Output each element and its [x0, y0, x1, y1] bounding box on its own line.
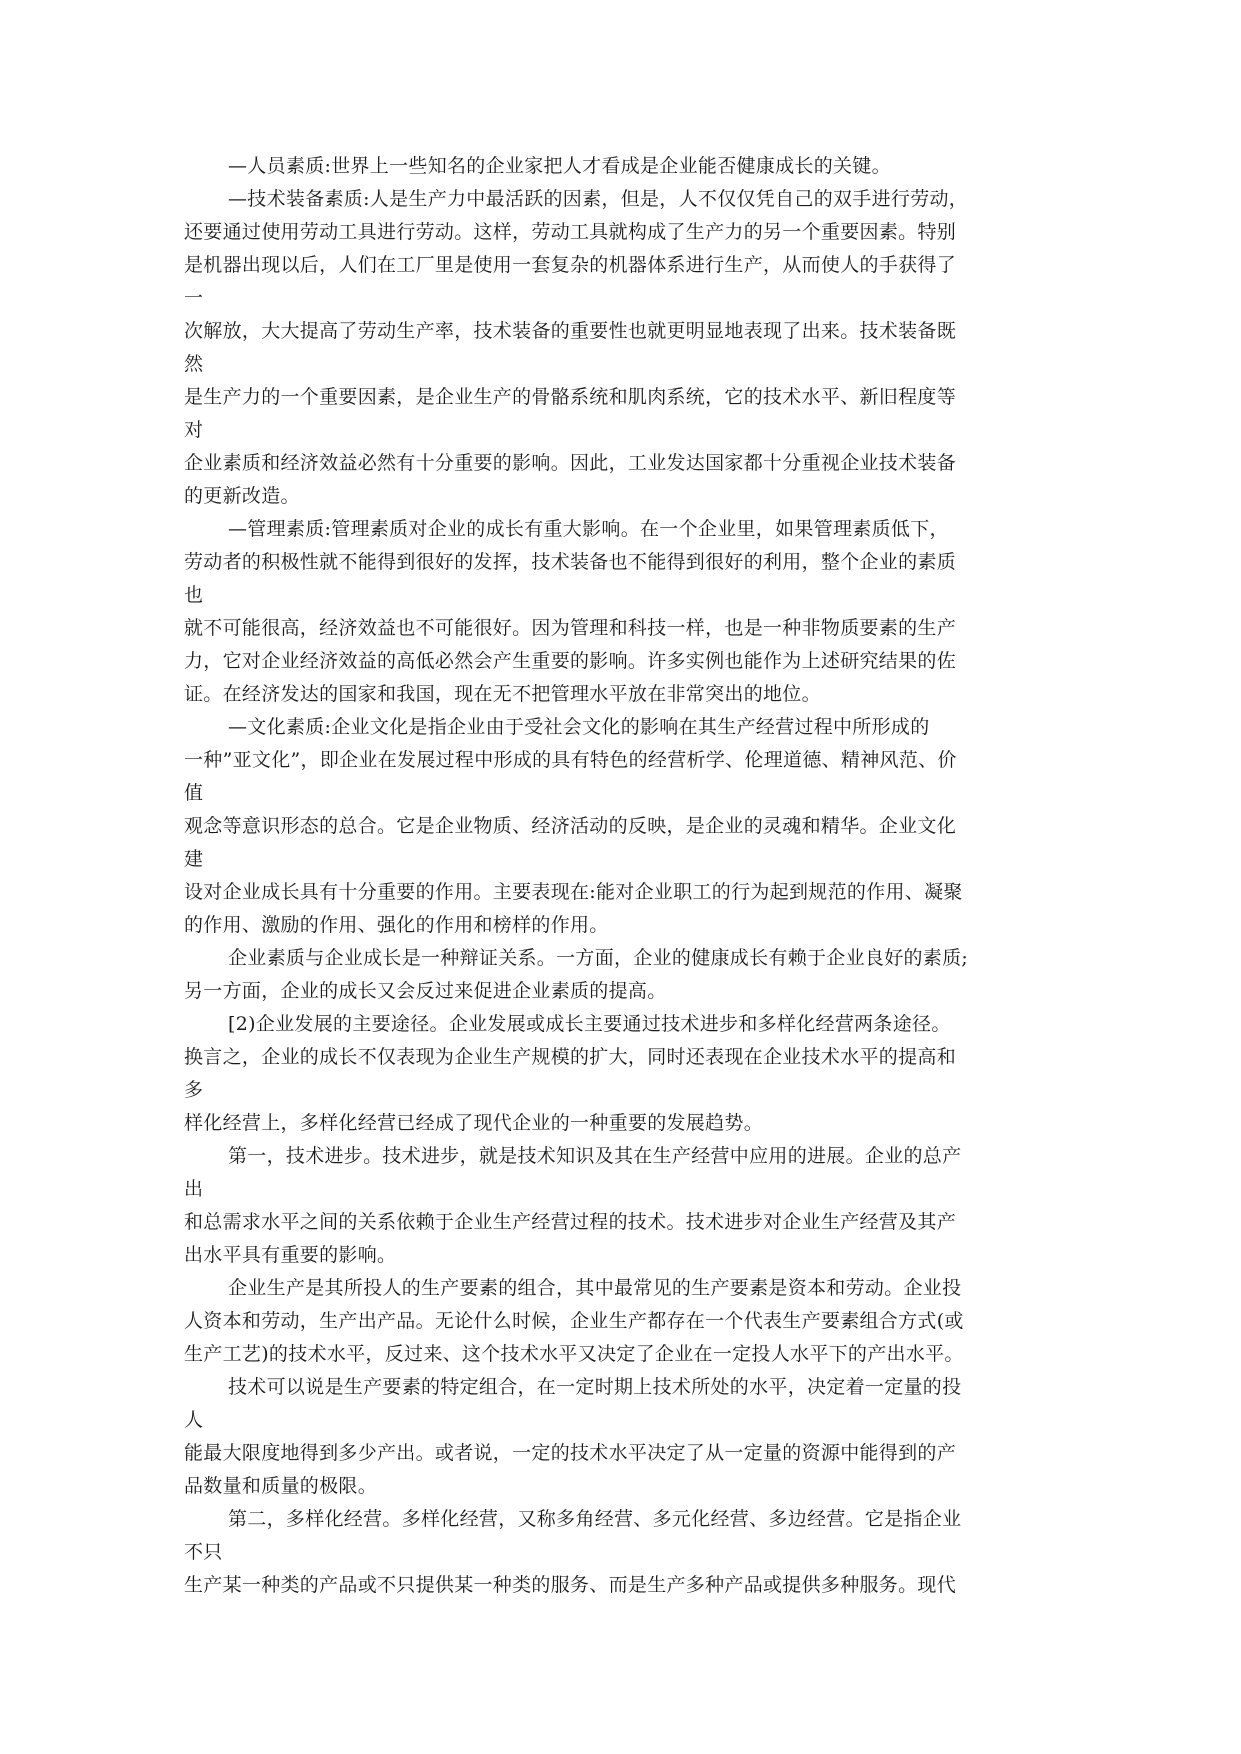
text-line: 的作用、激励的作用、强化的作用和榜样的作用。 [184, 914, 609, 936]
text-line: 品数量和质量的极限。 [184, 1475, 378, 1497]
text-line: 不只 [184, 1541, 223, 1563]
text-line: 人资本和劳动，生产出产品。无论什么时候，企业生产都存在一个代表生产要素组合方式(或 [184, 1310, 964, 1332]
text-line: 企业生产是其所投人的生产要素的组合，其中最常见的生产要素是资本和劳动。企业投 [228, 1277, 962, 1299]
text-line: 对 [184, 419, 204, 441]
text-line: 一种”亚文化”，即企业在发展过程中形成的具有特色的经营析学、伦理道德、精神风范、价 [184, 749, 957, 771]
text-line: 的更新改造。 [184, 485, 300, 507]
text-line: 出 [184, 1178, 204, 1200]
text-line: 能最大限度地得到多少产出。或者说，一定的技术水平决定了从一定量的资源中能得到的产 [184, 1442, 957, 1464]
text-line: 生产某一种类的产品或不只提供某一种类的服务、而是生产多种产品或提供多种服务。现代 [184, 1574, 957, 1596]
text-line: 值 [184, 782, 204, 804]
text-line: 一 [184, 287, 204, 309]
text-line: 另一方面，企业的成长又会反过来促进企业素质的提高。 [184, 980, 667, 1002]
text-line: 换言之，企业的成长不仅表现为企业生产规模的扩大，同时还表现在企业技术水平的提高和 [184, 1046, 957, 1068]
text-line: 次解放，大大提高了劳动生产率，技术装备的重要性也就更明显地表现了出来。技术装备既 [184, 320, 957, 342]
text-line: 人 [184, 1409, 204, 1431]
text-line: 就不可能很高，经济效益也不可能很好。因为管理和科技一样，也是一种非物质要素的生产 [184, 617, 957, 639]
text-line: 劳动者的积极性就不能得到很好的发挥，技术装备也不能得到很好的利用，整个企业的素质 [184, 551, 957, 573]
text-line: 观念等意识形态的总合。它是企业物质、经济活动的反映，是企业的灵魂和精华。企业文化 [184, 815, 957, 837]
text-line: 是生产力的一个重要因素，是企业生产的骨骼系统和肌肉系统，它的技术水平、新旧程度等 [184, 386, 957, 408]
text-line: 力，它对企业经济效益的高低必然会产生重要的影响。许多实例也能作为上述研究结果的佐 [184, 650, 957, 672]
text-line: [2)企业发展的主要途径。企业发展或成长主要通过技术进步和多样化经营两条途径。 [228, 1013, 951, 1035]
text-line: 出水平具有重要的影响。 [184, 1244, 397, 1266]
text-line: 技术可以说是生产要素的特定组合，在一定时期上技术所处的水平，决定着一定量的投 [228, 1376, 962, 1398]
text-line: 第一，技术进步。技术进步，就是技术知识及其在生产经营中应用的进展。企业的总产 [228, 1145, 962, 1167]
text-line: —文化素质:企业文化是指企业由于受社会文化的影响在其生产经营过程中所形成的 [228, 716, 930, 738]
text-line: —技术装备素质:人是生产力中最活跃的因素，但是，人不仅仅凭自己的双手进行劳动， [228, 188, 969, 210]
document-body [184, 150, 1064, 1602]
text-line: 建 [184, 848, 204, 870]
text-line: 证。在经济发达的国家和我国，现在无不把管理水平放在非常突出的地位。 [184, 683, 821, 705]
text-line: 是机器出现以后，人们在工厂里是使用一套复杂的机器体系进行生产，从而使人的手获得了 [184, 254, 957, 276]
text-line: 设对企业成长具有十分重要的作用。主要表现在:能对企业职工的行为起到规范的作用、凝聚 [184, 881, 963, 903]
text-line: 和总需求水平之间的关系依赖于企业生产经营过程的技术。技术进步对企业生产经营及其产 [184, 1211, 957, 1233]
text-line: 样化经营上，多样化经营已经成了现代企业的一种重要的发展趋势。 [184, 1112, 764, 1134]
text-line: 生产工艺)的技术水平，反过来、这个技术水平又决定了企业在一定投人水平下的产出水平。 [184, 1343, 964, 1365]
text-line: 多 [184, 1079, 204, 1101]
text-line: 还要通过使用劳动工具进行劳动。这样，劳动工具就构成了生产力的另一个重要因素。特别 [184, 221, 957, 243]
text-line: 第二，多样化经营。多样化经营，又称多角经营、多元化经营、多边经营。它是指企业 [228, 1508, 962, 1530]
text-line: 也 [184, 584, 204, 606]
text-line: —管理素质:管理素质对企业的成长有重大影响。在一个企业里，如果管理素质低下， [228, 518, 949, 540]
text-line: 企业素质和经济效益必然有十分重要的影响。因此，工业发达国家都十分重视企业技术装备 [184, 452, 957, 474]
text-line: —人员素质:世界上一些知名的企业家把人才看成是企业能否健康成长的关键。 [228, 155, 891, 177]
text-line: 然 [184, 353, 204, 375]
text-line: 企业素质与企业成长是一种辩证关系。一方面，企业的健康成长有赖于企业良好的素质; [228, 947, 969, 969]
